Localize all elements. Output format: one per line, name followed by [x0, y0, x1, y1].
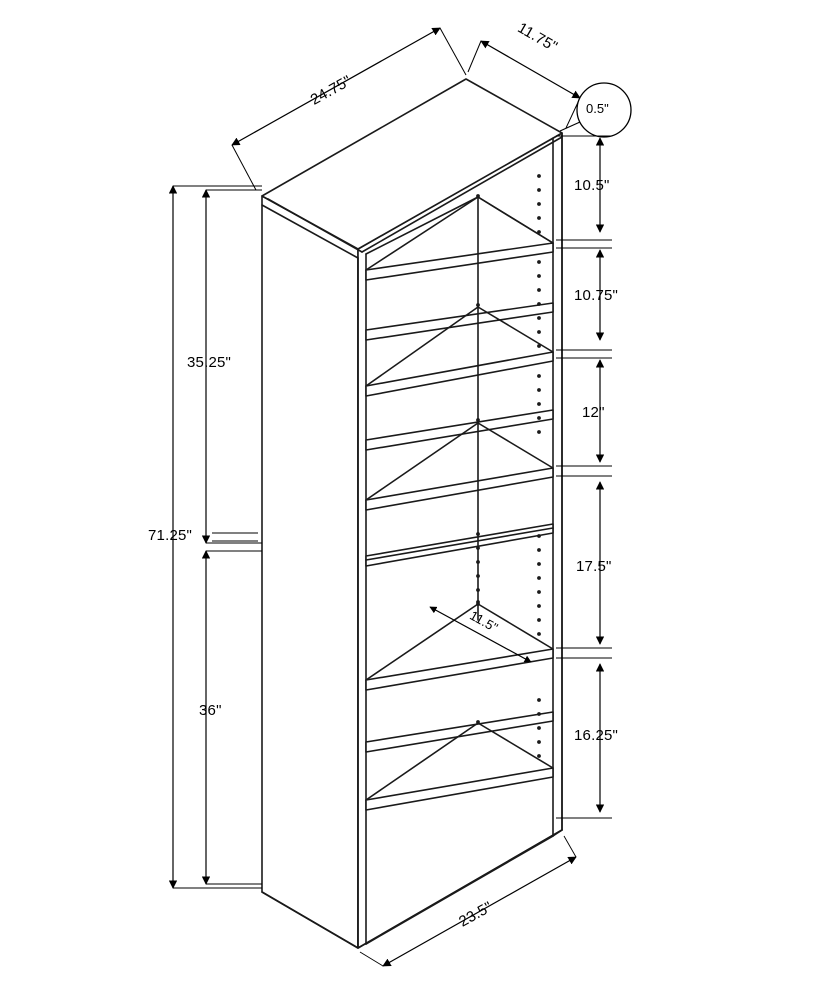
dim-overall-depth-top: 11.75"	[514, 19, 561, 56]
dim-shelf-gap-3: 12"	[582, 404, 605, 421]
dim-shelf-depth: 11.5"	[467, 607, 501, 636]
dim-panel-thickness: 0.5"	[586, 101, 609, 116]
dim-shelf-gap-2: 10.75"	[574, 287, 619, 304]
bookcase-body	[262, 79, 562, 948]
dim-overall-width-top: 24.75"	[307, 72, 355, 109]
dim-shelf-gap-5: 16.25"	[574, 727, 619, 744]
dim-shelf-gap-1: 10.5"	[574, 177, 610, 194]
dim-shelf-gap-4: 17.5"	[576, 558, 612, 575]
dim-upper-section-height: 35.25"	[187, 354, 232, 371]
dim-base-width: 23.5"	[456, 898, 496, 931]
dim-lower-section-height: 36"	[199, 702, 222, 719]
dim-overall-height: 71.25"	[148, 527, 193, 544]
